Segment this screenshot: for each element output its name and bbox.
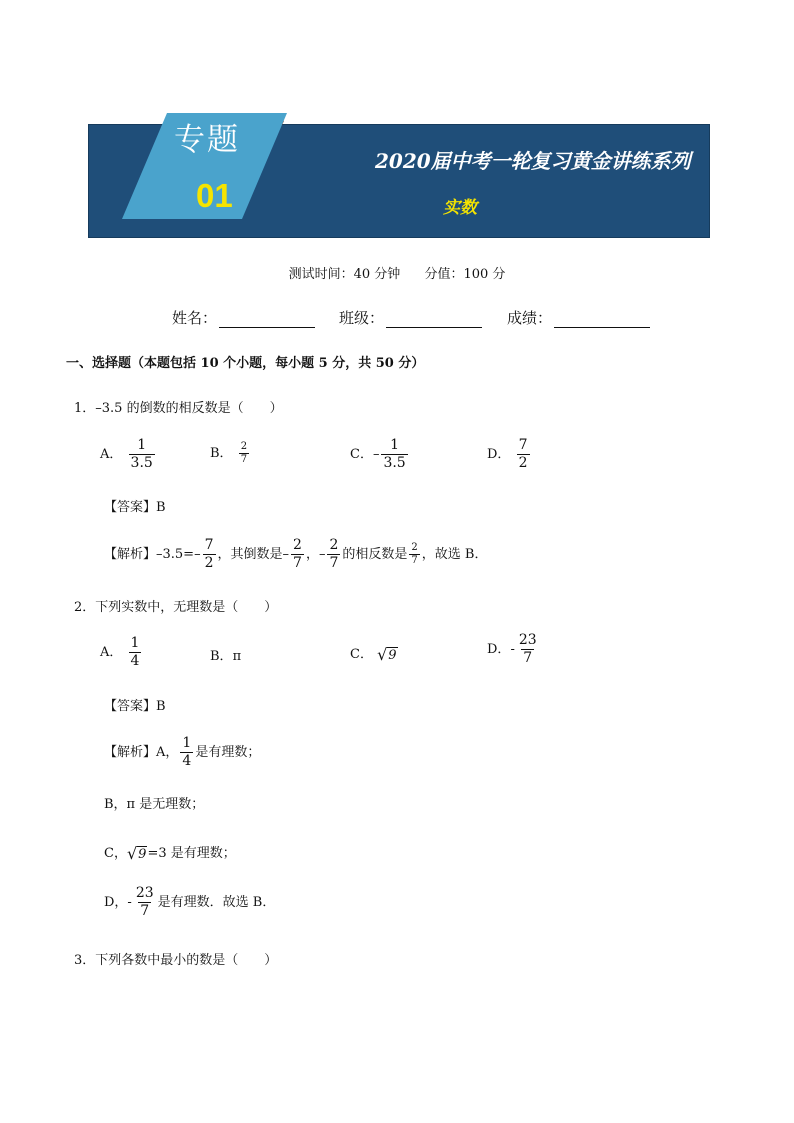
q2-option-d: D．- $\frac{23}{7}$ bbox=[487, 632, 537, 666]
series-title: 2020届中考一轮复习黄金讲练系列 bbox=[375, 149, 691, 173]
test-time: 测试时间：40 分钟 bbox=[288, 267, 401, 282]
subject-title: 实数 bbox=[443, 198, 477, 218]
question-3-stem: 3．下列各数中最小的数是（ ） bbox=[74, 953, 278, 968]
topic-number: 01 bbox=[196, 177, 233, 214]
q1-option-b: B． $\frac{2}{7}$ bbox=[210, 441, 248, 465]
sqrt-symbol: √ 9 bbox=[126, 843, 147, 863]
class-blank[interactable] bbox=[386, 313, 482, 328]
section-title: 一、选择题（本题包括 10 个小题，每小题 5 分，共 50 分） bbox=[66, 356, 425, 371]
q2-option-b: B．π bbox=[210, 649, 242, 664]
test-score: 分值：100 分 bbox=[424, 267, 506, 282]
q1-explanation: 【解析】–3.5=– $\frac{7}{2}$ ，其倒数是– $\frac{2}{7}$ ，– $\frac{2}{7}$ 的相反数是 $\frac{2}{7}$ ，故选 B． bbox=[104, 537, 488, 571]
class-field[interactable]: 班级： bbox=[339, 307, 482, 328]
question-2-stem: 2．下列实数中，无理数是（ ） bbox=[74, 600, 278, 615]
test-meta bbox=[0, 263, 794, 282]
q1-option-d: D． $\frac{7}{2}$ bbox=[487, 437, 528, 471]
q2-explanation-a: 【解析】A， $\frac{1}{4}$ 是有理数； bbox=[104, 735, 261, 769]
q2-answer: 【答案】B bbox=[104, 699, 166, 714]
grade-blank[interactable] bbox=[554, 313, 650, 328]
q2-explanation-b: B，π 是无理数； bbox=[104, 797, 205, 812]
grade-field[interactable]: 成绩： bbox=[507, 307, 650, 328]
q2-option-c: C． √ 9 bbox=[350, 644, 397, 664]
question-1-stem: 1．–3.5 的倒数的相反数是（ ） bbox=[74, 401, 283, 416]
q2-explanation-d: D，- $\frac{23}{7}$ 是有理数．故选 B． bbox=[104, 885, 276, 919]
q2-option-a: A． $\frac{1}{4}$ bbox=[100, 635, 140, 669]
topic-word: 专题 bbox=[174, 122, 240, 158]
q1-option-a: A． $\frac{1}{3.5}$ bbox=[100, 437, 153, 471]
q1-answer: 【答案】B bbox=[104, 500, 166, 515]
name-field[interactable]: 姓名： bbox=[172, 307, 315, 328]
q2-explanation-c: C， √ 9 =3 是有理数； bbox=[104, 843, 236, 863]
name-blank[interactable] bbox=[219, 313, 315, 328]
sqrt-symbol: √ 9 bbox=[377, 644, 397, 664]
q1-option-c: C．– $\frac{1}{3.5}$ bbox=[350, 437, 406, 471]
